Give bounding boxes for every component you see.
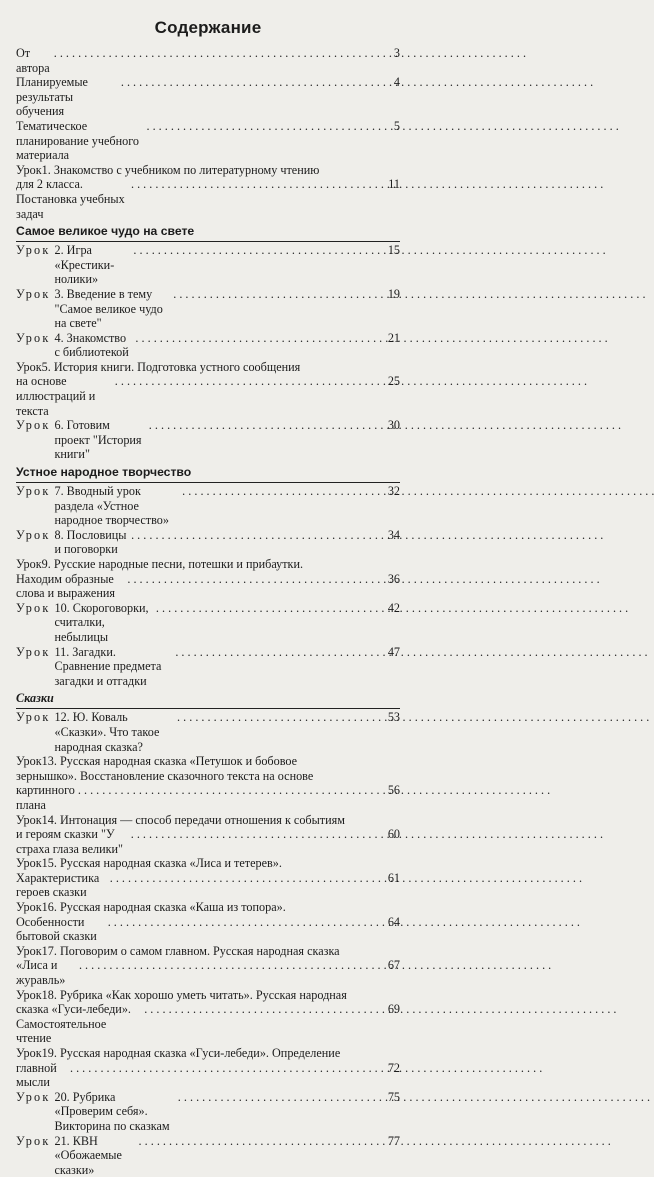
dot-leader: [131, 528, 386, 543]
dot-leader: [182, 484, 386, 499]
toc-entry: [16, 754, 400, 812]
toc-entry-first-line: [16, 754, 400, 769]
entry-continuation: сказка «Гуси-лебеди». Самостоятельное чтение: [16, 1002, 131, 1046]
lesson-label: Урок: [16, 1046, 42, 1060]
toc-entry: [16, 75, 400, 119]
entry-text: 11. Загадки. Сравнение предмета загадки и отгадки: [54, 644, 162, 688]
page-number: 34: [387, 527, 400, 542]
dot-leader: [178, 1090, 386, 1105]
toc-entry: [16, 360, 400, 418]
page-number: 42: [387, 600, 400, 615]
toc-entry-first-line: [16, 856, 400, 871]
page-number: 4: [393, 75, 400, 90]
lesson-label: Урок: [16, 527, 51, 542]
toc-entry-line: [16, 287, 400, 331]
entry-text: 6. Готовим проект "История книги": [54, 418, 142, 462]
toc-entry-first-line: [16, 557, 400, 572]
entry-text: 9. Русские народные песни, потешки и прибаутки.: [41, 557, 304, 571]
page-number: 77: [387, 1133, 400, 1148]
entry-text: 12. Ю. Коваль «Сказки». Что такое народная сказка?: [54, 710, 160, 754]
dot-leader: [156, 601, 386, 616]
page-number: 61: [387, 870, 400, 885]
toc-entry-last-line: [16, 572, 400, 601]
entry-text: 14. Интонация — способ передачи отношения к событиям: [41, 812, 345, 827]
dot-leader: [135, 331, 385, 346]
entry-text: 10. Скороговорки, считалки, небылицы: [54, 600, 149, 644]
toc-entry: [16, 710, 400, 754]
dot-leader: [110, 871, 386, 886]
lesson-label: Урок: [16, 600, 51, 615]
toc-entry: [16, 243, 400, 287]
dot-leader: [175, 645, 386, 660]
toc-entry-last-line: [16, 1002, 400, 1046]
entry-text: Планируемые результаты обучения: [16, 75, 88, 119]
toc-entry: [16, 528, 400, 557]
dot-leader: [115, 374, 386, 389]
toc-entry-line: [16, 119, 400, 163]
page-number: 21: [387, 330, 400, 345]
entry-text: 16. Русская народная сказка «Каша из топора».: [41, 900, 286, 915]
page-number: 56: [387, 783, 400, 798]
toc-entry-last-line: [16, 177, 400, 221]
dot-leader: [127, 572, 385, 587]
page-number: 36: [387, 571, 400, 586]
entry-text: 3. Введение в тему "Самое великое чудо на свете": [54, 286, 163, 331]
toc-entry: [16, 988, 400, 1046]
toc-entry-line: [16, 645, 400, 689]
toc-entry-line: [16, 1134, 400, 1177]
lesson-label: Урок: [16, 754, 42, 769]
toc-entry-line: [16, 601, 400, 645]
lesson-label: Урок: [16, 943, 42, 958]
toc-entry: [16, 1090, 400, 1134]
toc-entry: [16, 1046, 400, 1090]
toc-section: [16, 224, 400, 462]
page-number: 69: [387, 1002, 400, 1017]
toc-page: [16, 18, 400, 1177]
entry-text: 7. Вводный урок раздела «Устное народное творчество»: [54, 484, 169, 528]
entry-text: 2. Игра «Крестики-нолики»: [54, 243, 115, 287]
entry-text: 20. Рубрика «Проверим себя». Викторина по сказкам: [54, 1089, 170, 1133]
toc-entry: [16, 813, 400, 857]
dot-leader: [144, 1002, 386, 1017]
page-number: 67: [387, 958, 400, 973]
dot-leader: [177, 710, 386, 725]
entry-continuation: для 2 класса. Постановка учебных задач: [16, 177, 125, 221]
toc-entry-line: [16, 710, 400, 754]
page-number: 19: [387, 286, 400, 301]
toc-entry-first-line: [16, 900, 400, 915]
entry-text: 15. Русская народная сказка «Лиса и тетерев».: [41, 856, 282, 871]
toc-entry-last-line: [16, 374, 400, 418]
lesson-label: Урок: [16, 359, 42, 374]
dot-leader: [133, 243, 385, 258]
section-rule: [16, 241, 400, 242]
page-number: 5: [393, 118, 400, 133]
entry-text: 18. Рубрика «Как хорошо уметь читать». Русская народная: [41, 987, 347, 1002]
page-number: 64: [387, 914, 400, 929]
dot-leader: [131, 827, 386, 842]
lesson-label: Урок: [16, 557, 42, 571]
dot-leader: [79, 958, 386, 973]
entry-text: 13. Русская народная сказка «Петушок и бобовое: [41, 754, 298, 769]
toc-entry-line: [16, 46, 400, 75]
entry-continuation: «Лиса и журавль»: [16, 958, 66, 988]
section-rule: [16, 482, 400, 483]
toc-entry: [16, 944, 400, 988]
toc-entry-last-line: [16, 1061, 400, 1090]
lesson-label: Урок: [16, 243, 51, 258]
toc-entry-line: [16, 243, 400, 287]
dot-leader: [70, 1061, 386, 1076]
entry-continuation: зернышко». Восстановление сказочного текста на основе: [16, 768, 314, 783]
entry-text: 8. Пословицы и поговорки: [54, 527, 127, 557]
toc-entry: [16, 856, 400, 900]
page-number: 60: [387, 827, 400, 842]
lesson-label: Урок: [16, 418, 51, 433]
lesson-label: Урок: [16, 856, 42, 871]
toc-entry-line: [16, 528, 400, 557]
toc-section: [16, 691, 400, 1177]
lesson-label: Урок: [16, 900, 42, 915]
dot-leader: [139, 1134, 386, 1149]
toc-entry-first-line: [16, 944, 400, 959]
section-heading: Самое великое чудо на свете: [16, 224, 195, 239]
toc-entry: [16, 557, 400, 601]
toc-entry: [16, 119, 400, 163]
toc-entry-first-line: [16, 1046, 400, 1061]
toc-entry: [16, 484, 400, 528]
entry-text: 19. Русская народная сказка «Гуси-лебеди». Определение: [41, 1046, 341, 1060]
page-number: 75: [387, 1089, 400, 1104]
toc-entry: [16, 46, 400, 75]
page-number: 3: [393, 46, 400, 60]
lesson-label: Урок: [16, 1133, 51, 1148]
entry-continuation: Характеристика героев сказки: [16, 870, 100, 900]
lesson-label: Урок: [16, 1089, 51, 1104]
entry-continuation: и героям сказки "У страха глаза велики": [16, 827, 124, 856]
entry-continuation: Находим образные слова и выражения: [16, 571, 115, 601]
entry-text: От автора: [16, 46, 50, 75]
toc-entry-last-line: [16, 783, 400, 812]
toc-section: [16, 465, 400, 688]
toc-intro: [16, 46, 400, 221]
dot-leader: [54, 46, 386, 61]
toc-entry-line: [16, 418, 400, 462]
page-number: 11: [388, 177, 400, 192]
toc-entry: [16, 331, 400, 360]
toc-entry: [16, 163, 400, 221]
dot-leader: [146, 119, 386, 134]
lesson-label: Урок: [16, 644, 51, 659]
dot-leader: [131, 177, 386, 192]
page-number: 47: [387, 644, 400, 659]
toc-entry-line: [16, 75, 400, 119]
dot-leader: [78, 783, 386, 798]
dot-leader: [121, 75, 386, 90]
page-number: 53: [387, 710, 400, 725]
lesson-label: Урок: [16, 162, 42, 177]
toc-entry: [16, 287, 400, 331]
toc-entry-last-line: [16, 958, 400, 987]
toc-entry-line: [16, 1090, 400, 1134]
dot-leader: [108, 915, 386, 930]
toc-entry-last-line: [16, 915, 400, 944]
entry-text: 5. История книги. Подготовка устного сообщения: [41, 359, 301, 374]
entry-text: 4. Знакомство с библиотекой: [54, 330, 129, 360]
toc-entry: [16, 418, 400, 462]
lesson-label: Урок: [16, 812, 42, 827]
toc-sections: [16, 224, 400, 1177]
lesson-label: Урок: [16, 484, 51, 499]
page-number: 15: [387, 243, 400, 258]
entry-text: 21. КВН «Обожаемые сказки»: [54, 1133, 122, 1177]
toc-entry: [16, 645, 400, 689]
section-rule: [16, 708, 400, 709]
entry-continuation: главной мысли: [16, 1060, 57, 1090]
toc-entry-line: [16, 331, 400, 360]
toc-entry-line: [16, 484, 400, 528]
entry-continuation: картинного плана: [16, 783, 75, 812]
entry-continuation: на основе иллюстраций и текста: [16, 374, 96, 418]
page-number: 25: [387, 374, 400, 389]
page-title: Содержание: [154, 18, 262, 37]
lesson-label: Урок: [16, 987, 42, 1002]
section-heading: Устное народное творчество: [16, 465, 192, 480]
entry-text: 17. Поговорим о самом главном. Русская народная сказка: [41, 943, 340, 958]
toc-entry-first-line: [16, 163, 400, 178]
page-number: 30: [387, 418, 400, 433]
toc-entry-first-line: [16, 988, 400, 1003]
toc-entry: [16, 1134, 400, 1177]
toc-entry-last-line: [16, 827, 400, 856]
toc-entry-last-line: [16, 871, 400, 900]
entry-text: 1. Знакомство с учебником по литературному чтению: [41, 162, 320, 177]
toc-entry: [16, 601, 400, 645]
lesson-label: Урок: [16, 710, 51, 725]
lesson-label: Урок: [16, 286, 51, 301]
dot-leader: [173, 287, 386, 302]
section-heading: Сказки: [16, 691, 54, 706]
entry-continuation: Особенности бытовой сказки: [16, 914, 97, 944]
toc-entry-first-line: [16, 813, 400, 828]
page-number: 32: [387, 484, 400, 499]
entry-text: Тематическое планирование учебного материала: [16, 118, 139, 163]
page-number: 72: [387, 1060, 400, 1075]
dot-leader: [149, 418, 386, 433]
toc-entry-first-line: [16, 360, 400, 375]
lesson-label: Урок: [16, 330, 51, 345]
toc-entry: [16, 900, 400, 944]
